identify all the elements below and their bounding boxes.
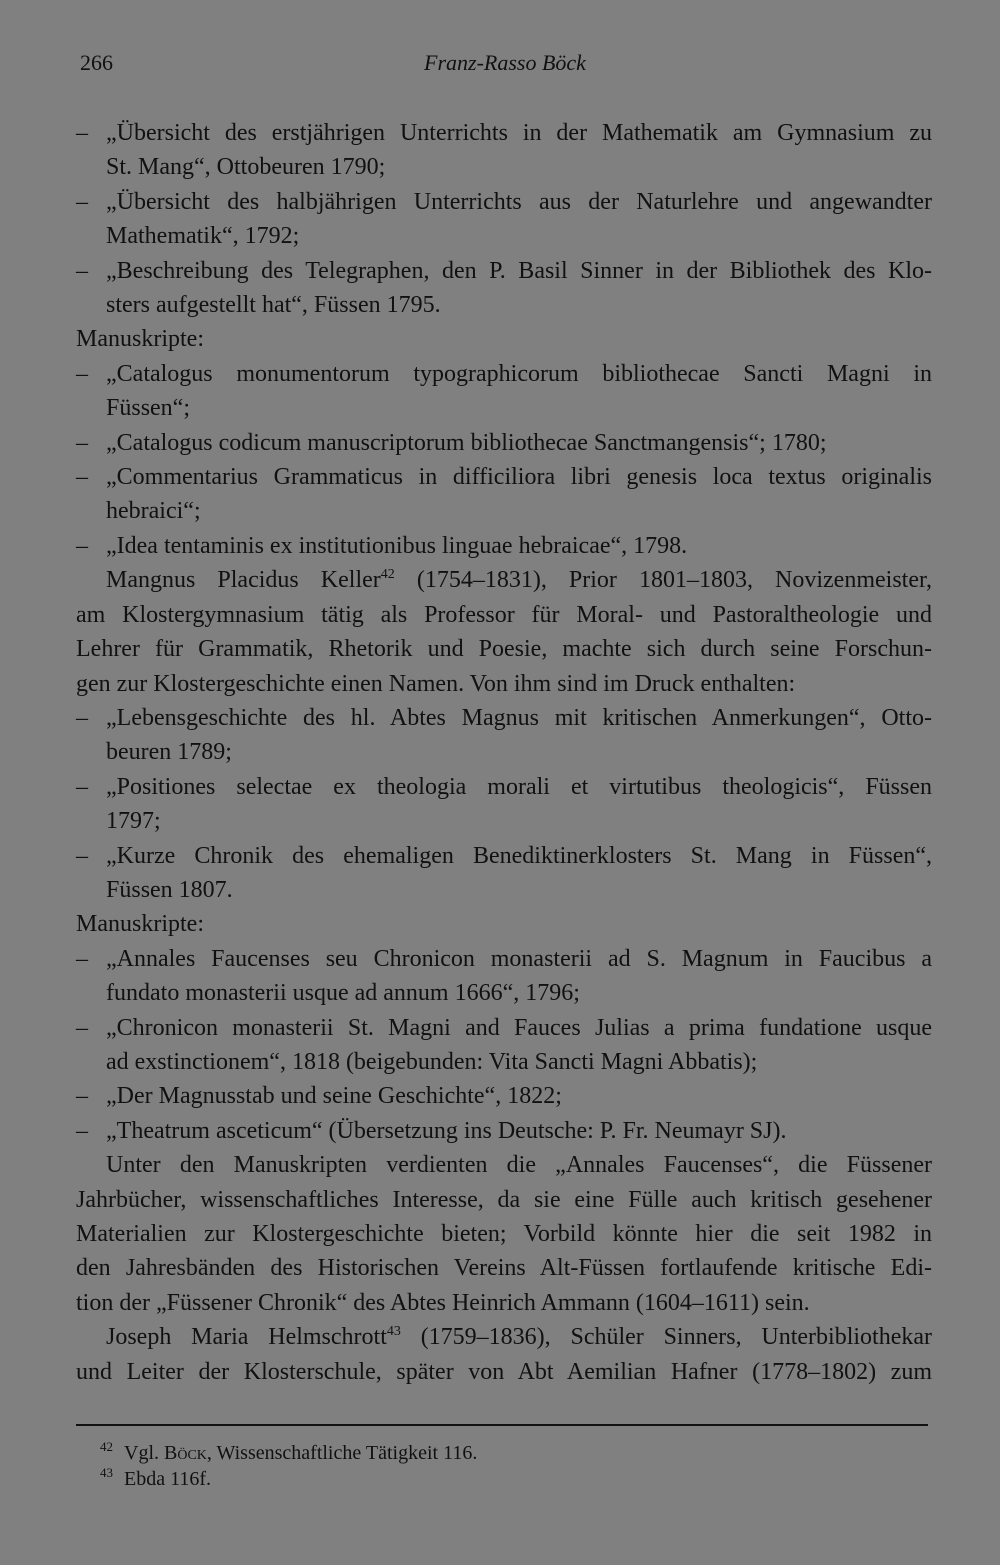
footnote-ref: 43 [386,1324,401,1340]
footnotes [100,1440,900,1492]
list-dash: – [76,429,88,456]
footnote-text: Ebda 116f. [124,1468,212,1490]
list-item-line: „Kurze Chronik des ehemaligen Benediktinerklosters St. Mang in Füssen“, [106,842,932,869]
list-item-line: ad exstinctionem“, 1818 (beigebunden: Vita Sancti Magni Abbatis); [106,1048,758,1075]
footnote-rule [76,1424,928,1426]
list-item [76,460,932,529]
list-dash: – [76,773,88,800]
running-head: Franz-Rasso Böck [424,50,586,75]
paragraph-line: am Klostergymnasium tätig als Professor für Moral- und Pastoraltheologie und [76,601,932,628]
paragraph-text: (1759–1836), Schüler Sinners, Unterbibliothekar [400,1324,932,1351]
list-item [76,701,932,770]
list-item-line: „Positiones selectae ex theologia morali et virtutibus theologicis“, Füssen [106,773,932,800]
list-dash: – [76,842,88,869]
list-item-line: „Catalogus monumentorum typographicorum bibliothecae Sancti Magni in [106,360,932,387]
paragraph-text: Joseph Maria Helmschrott [106,1324,387,1351]
list-item [76,116,932,185]
list-item-line: „Übersicht des halbjährigen Unterrichts aus der Naturlehre und angewandter [106,188,932,215]
list-dash: – [76,1014,88,1041]
list-item-line: St. Mang“, Ottobeuren 1790; [106,154,386,181]
paragraph-line: tion der „Füssener Chronik“ des Abtes Heinrich Ammann (1604–1611) sein. [76,1289,810,1316]
list-item-line: 1797; [106,808,161,835]
list-item-line: „Übersicht des erstjährigen Unterrichts in der Mathematik am Gymnasium zu [106,120,932,146]
list-item-line: „Annales Faucenses seu Chronicon monasterii ad S. Magnum in Faucibus a [106,945,932,972]
list-item-line: „Theatrum asceticum“ (Übersetzung ins Deutsche: P. Fr. Neumayr SJ). [106,1117,787,1144]
page-header [80,50,930,80]
paragraph-line: Unter den Manuskripten verdienten die „Annales Faucenses“, die Füssener [106,1152,932,1179]
list-item [76,426,932,460]
list-dash: – [76,1083,88,1110]
page-number: 266 [80,50,113,75]
section-label: Manuskripte: [76,326,204,353]
paragraph-line: Lehrer für Grammatik, Rhetorik und Poesie, machte sich durch seine Forschun- [76,636,932,663]
paragraph-line: und Leiter der Klosterschule, später von Abt Aemilian Hafner (1778–1802) zum [76,1358,932,1385]
list-item [76,254,932,323]
footnote-ref: 42 [380,567,395,583]
list-dash: – [76,188,88,215]
list-item-line: Füssen 1807. [106,876,233,903]
paragraph-line: Jahrbücher, wissenschaftliches Interesse, da sie eine Fülle auch kritisch gesehener [76,1186,932,1213]
paragraph-line: den Jahresbänden des Historischen Vereins Alt-Füssen fortlaufende kritische Edi- [76,1255,932,1282]
list-dash: – [76,532,88,559]
list-item-line: „Commentarius Grammaticus in difficiliora libri genesis loca textus originalis [106,464,932,491]
list-dash: – [76,120,88,146]
paragraph-line: Materialien zur Klostergeschichte bieten; Vorbild könnte hier die seit 1982 in [76,1221,932,1247]
list-dash: – [76,945,88,972]
list-item-line: „Der Magnusstab und seine Geschichte“, 1822; [106,1083,562,1110]
list-item-line: Füssen“; [106,395,190,422]
list-dash: – [76,360,88,387]
list-item [76,185,932,254]
paragraph-line [76,563,932,597]
list-item-line: „Chronicon monasterii St. Magni and Fauces Julias a prima fundatione usque [106,1014,932,1041]
footnote: 43 Ebda 116f. [100,1465,212,1490]
paragraph-helmschrott [76,1320,932,1389]
footnote-author: Böck [164,1442,207,1464]
list-item [76,1114,932,1148]
section-label: Manuskripte: [76,911,204,938]
footnote: 42 Vgl. Böck, Wissenschaftliche Tätigkeit 116. [100,1439,478,1464]
list-item-line: „Beschreibung des Telegraphen, den P. Basil Sinner in der Bibliothek des Klo- [106,257,932,284]
list-item-line: beuren 1789; [106,739,232,766]
list-item [76,942,932,1011]
list-item [76,839,932,908]
footnote-text: Vgl. [124,1442,164,1464]
list-dash: – [76,464,88,491]
list-item-line: fundato monasterii usque ad annum 1666“, 1796; [106,980,580,1007]
paragraph-text: Mangnus Placidus Keller [106,567,381,594]
paragraph-keller [76,563,932,701]
list-item-line: sters aufgestellt hat“, Füssen 1795. [106,292,441,319]
list-dash: – [76,704,88,731]
body-text [76,116,932,1389]
paragraph-line [76,1320,932,1354]
list-item-line: „Catalogus codicum manuscriptorum bibliothecae Sanctmangensis“; 1780; [106,429,827,456]
paragraph-line: gen zur Klostergeschichte einen Namen. Von ihm sind im Druck enthalten: [76,670,796,697]
list-item-line: hebraici“; [106,498,201,525]
paragraph-text: (1754–1831), Prior 1801–1803, Novizenmeister, [394,567,933,594]
list-dash: – [76,1117,88,1144]
list-item [76,357,932,426]
list-dash: – [76,257,88,284]
list-item-line: „Idea tentaminis ex institutionibus linguae hebraicae“, 1798. [106,532,688,559]
paragraph-unter [76,1148,932,1320]
list-item [76,529,932,563]
list-item [76,1079,932,1113]
list-item-line: „Lebensgeschichte des hl. Abtes Magnus mit kritischen Anmerkungen“, Otto- [106,704,932,731]
footnote-text: , Wissenschaftliche Tätigkeit 116. [206,1442,478,1464]
list-item [76,770,932,839]
list-item-line: Mathematik“, 1792; [106,223,300,250]
list-item [76,1011,932,1080]
